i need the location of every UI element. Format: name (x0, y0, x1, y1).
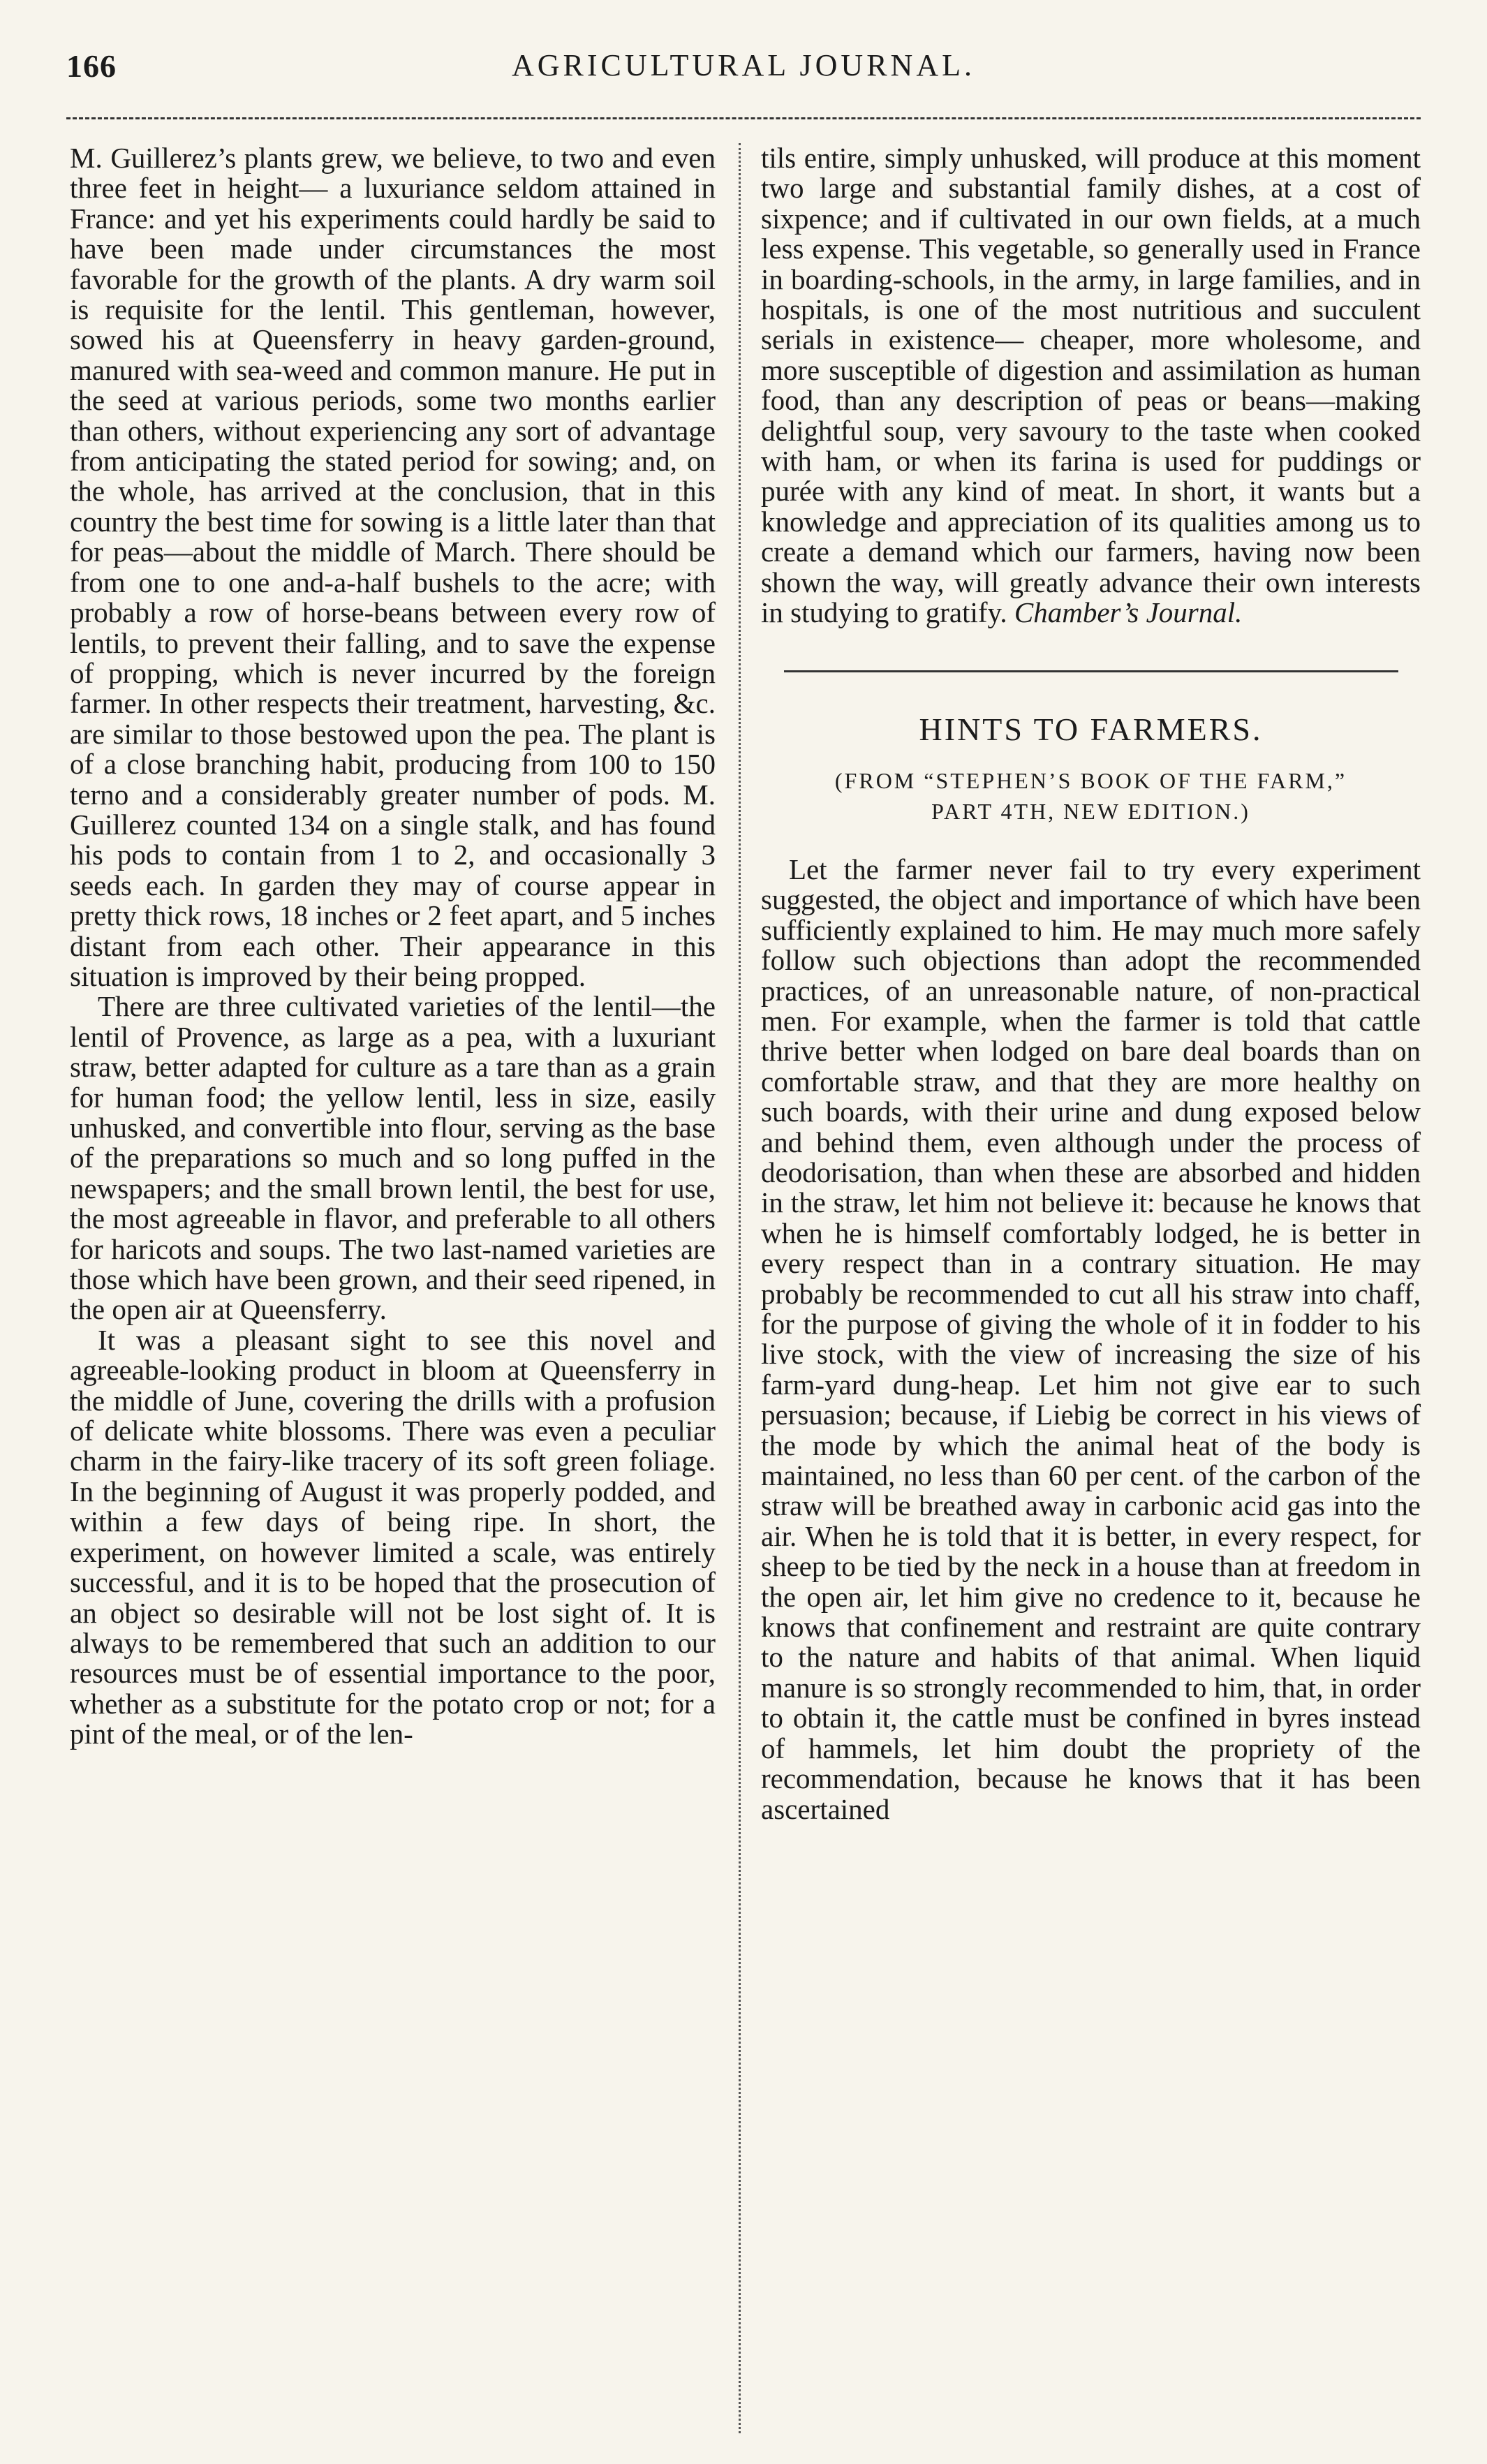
section-source-line-1: (FROM “STEPHEN’S BOOK OF THE FARM,” (834, 767, 1347, 793)
page-header (66, 47, 1421, 103)
page-number: 166 (66, 48, 117, 84)
section-source-line-2: PART 4TH, NEW EDITION.) (931, 798, 1250, 824)
left-column (70, 143, 716, 1750)
column-rule (739, 143, 741, 2433)
paragraph-guillerez-plants: M. Guillerez’s plants grew, we believe, to two and even three feet in height— a luxuriance seldom attained in France: and yet his experiments could hardly be said to have been made under circumstances the most favorable for the growth of the plants. A dry warm soil is requisite for the lentil. This gentleman, however, sowed his at Queensferry in heavy garden-ground, manured with sea-weed and common manure. He put in the seed at various periods, some two months earlier than others, without experiencing any sort of advantage from anticipating the stated period for sowing; and, on the whole, has arrived at the conclusion, that in this country the best time for sowing is a little later than that for peas—about the middle of March. There should be from one to one and-a-half bushels to the acre; with probably a row of horse-beans between every row of lentils, to prevent their falling, and to save the expense of propping, which is never incurred by the foreign farmer. In other respects their treatment, harvesting, &c. are similar to those bestowed upon the pea. The plant is of a close branching habit, producing from 100 to 150 terno and a considerably greater number of pods. M. Guillerez counted 134 on a single stalk, and has found his pods to contain from 1 to 2, and occasionally 3 seeds each. In garden they may of course appear in pretty thick rows, 18 inches or 2 feet apart, and 5 inches distant from each other. Their appearance in this situation is improved by their being propped. (70, 142, 716, 992)
running-title: AGRICULTURAL JOURNAL. (512, 48, 975, 82)
section-source (761, 765, 1421, 827)
section-title: HINTS TO FARMERS. (919, 711, 1263, 747)
right-column (761, 143, 1421, 1824)
source-signature: Chamber’s Journal. (1014, 596, 1243, 629)
paragraph-lentil-varieties: There are three cultivated varieties of the lentil—the lentil of Provence, as large as a pea, with a luxuriant straw, better adapted for culture as a tare than as a grain for human food; the yellow lentil, less in size, easily unhusked, and convertible into flour, serving as the base of the preparations so much and so long puffed in the newspapers; and the small brown lentil, the best for use, the most agreeable in flavor, and preferable to all others for haricots and soups. The two last-named varieties are those which have been grown, and their seed ripened, in the open air at Queensferry. (70, 990, 716, 1326)
paragraph-hints-to-farmers: Let the farmer never fail to try every experiment suggested, the object and importance of which have been sufficiently explained to him. He may much more safely follow such objections than adopt the recommended practices, of an unreasonable nature, of non-practical men. For example, when the farmer is told that cattle thrive better when lodged on bare deal boards than on comfortable straw, and that they are more healthy on such boards, with their urine and dung exposed below and behind them, even although under the process of deodorisation, than when these are absorbed and hidden in the straw, let him not believe it: because he knows that when he is himself comfortably lodged, he is better in every respect than in a contrary situation. He may probably be recommended to cut all his straw into chaff, for the purpose of giving the whole of it in fodder to his live stock, with the view of increasing the size of his farm-yard dung-heap. Let him not give ear to such persuasion; because, if Liebig be correct in his views of the mode by which the animal heat of the body is maintained, no less than 60 per cent. of the carbon of the straw will be breathed away in carbonic acid gas into the air. When he is told that it is better, in every respect, for sheep to be tied by the neck in a house than at freedom in the open air, let him give no credence to it, because he knows that confinement and restraint are quite contrary to the nature and habits of that animal. When liquid manure is so strongly recommended to him, that, in order to obtain it, the cattle must be confined in byres instead of hammels, let him doubt the propriety of the recommendation, because he knows that it has been ascertained (761, 853, 1421, 1825)
paragraph-lentils-continued (761, 143, 1421, 628)
header-rule (66, 117, 1421, 119)
continued-text: tils entire, simply unhusked, will produce at this moment two large and substantial family dishes, at a cost of sixpence; and if cultivated in our own fields, at a much less expense. This vegetable, so generally used in France in boarding-schools, in the army, in large families, and in hospitals, is one of the most nutritious and succulent serials in existence— cheaper, more wholesome, and more susceptible of digestion and assimilation as human food, than any description of peas or beans—making delightful soup, very savoury to the taste when cooked with ham, or when its farina is used for puddings or purée with any kind of meat. In short, it wants but a knowledge and appreciation of its qualities among us to create a demand which our farmers, having now been shown the way, will greatly advance their own interests in studying to gratify. (761, 142, 1421, 629)
paragraph-queensferry-bloom: It was a pleasant sight to see this novel and agreeable-looking product in bloom at Queensferry in the middle of June, covering the drills with a profusion of delicate white blossoms. There was even a peculiar charm in the fairy-like tracery of its soft green foliage. In the beginning of August it was properly podded, and within a few days of being ripe. In short, the experiment, on however limited a scale, was entirely successful, and it is to be hoped that the prosecution of an object so desirable will not be lost sight of. It is always to be remembered that such an addition to our resources must be of essential importance to the poor, whether as a substitute for the potato crop or not; for a pint of the meal, or of the len- (70, 1323, 716, 1750)
section-rule (784, 670, 1398, 672)
